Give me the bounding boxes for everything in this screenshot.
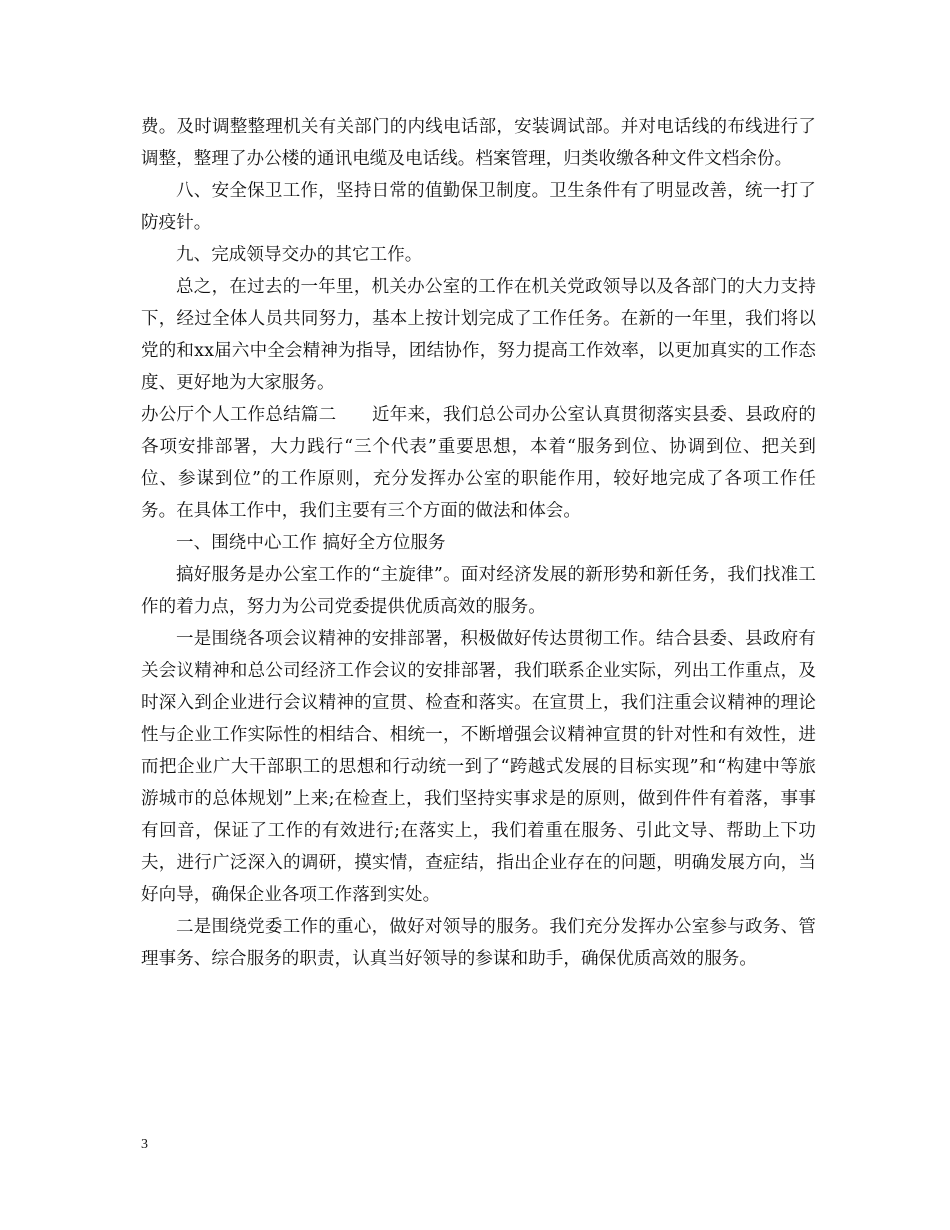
paragraph: 搞好服务是办公室工作的“主旋律”。面对经济发展的新形势和新任务，我们找准工作的着力点，努力为公司党委提供优质高效的服务。 xyxy=(141,565,816,617)
document-body xyxy=(141,111,816,975)
page-number: 3 xyxy=(141,1137,148,1152)
paragraph: 一是围绕各项会议精神的安排部署，积极做好传达贯彻工作。结合县委、县政府有关会议精神和总公司经济工作会议的安排部署，我们联系企业实际，列出工作重点，及时深入到企业进行会议精神的宣贯、检查和落实。在宣贯上，我们注重会议精神的理论性与企业工作实际性的相结合、相统一，不断增强会议精神宣贯的针对性和有效性，进而把企业广大干部职工的思想和行动统一到了“跨越式发展的目标实现”和“构建中等旅游城市的总体规划”上来;在检查上，我们坚持实事求是的原则，做到件件有着落，事事有回音，保证了工作的有效进行;在落实上，我们着重在服务、引此文导、帮助上下功夫，进行广泛深入的调研，摸实情，查症结，指出企业存在的问题，明确发展方向，当好向导，确保企业各项工作落到实处。 xyxy=(141,629,816,905)
section-subheading: 一、围绕中心工作 搞好全方位服务 xyxy=(176,533,446,553)
section-heading-paragraph: 办公厅个人工作总结篇二 近年来，我们总公司办公室认真贯彻落实县委、县政府的各项安排部署，大力践行“三个代表”重要思想，本着“服务到位、协调到位、把关到位、参谋到位”的工作原则，充分发挥办公室的职能作用，较好地完成了各项工作任务。在具体工作中，我们主要有三个方面的做法和体会。 xyxy=(141,405,816,521)
paragraph: 总之，在过去的一年里，机关办公室的工作在机关党政领导以及各部门的大力支持下，经过全体人员共同努力，基本上按计划完成了工作任务。在新的一年里，我们将以党的和xx届六中全会精神为指导，团结协作，努力提高工作效率，以更加真实的工作态度、更好地为大家服务。 xyxy=(141,277,816,393)
paragraph: 二是围绕党委工作的重心，做好对领导的服务。我们充分发挥办公室参与政务、管理事务、综合服务的职责，认真当好领导的参谋和助手，确保优质高效的服务。 xyxy=(141,917,816,969)
paragraph: 九、完成领导交办的其它工作。 xyxy=(176,245,423,265)
paragraph: 费。及时调整整理机关有关部门的内线电话部，安装调试部。并对电话线的布线进行了调整，整理了办公楼的通讯电缆及电话线。档案管理，归类收缴各种文件文档余份。 xyxy=(141,117,816,169)
paragraph: 八、安全保卫工作，坚持日常的值勤保卫制度。卫生条件有了明显改善，统一打了防疫针。 xyxy=(141,181,816,233)
